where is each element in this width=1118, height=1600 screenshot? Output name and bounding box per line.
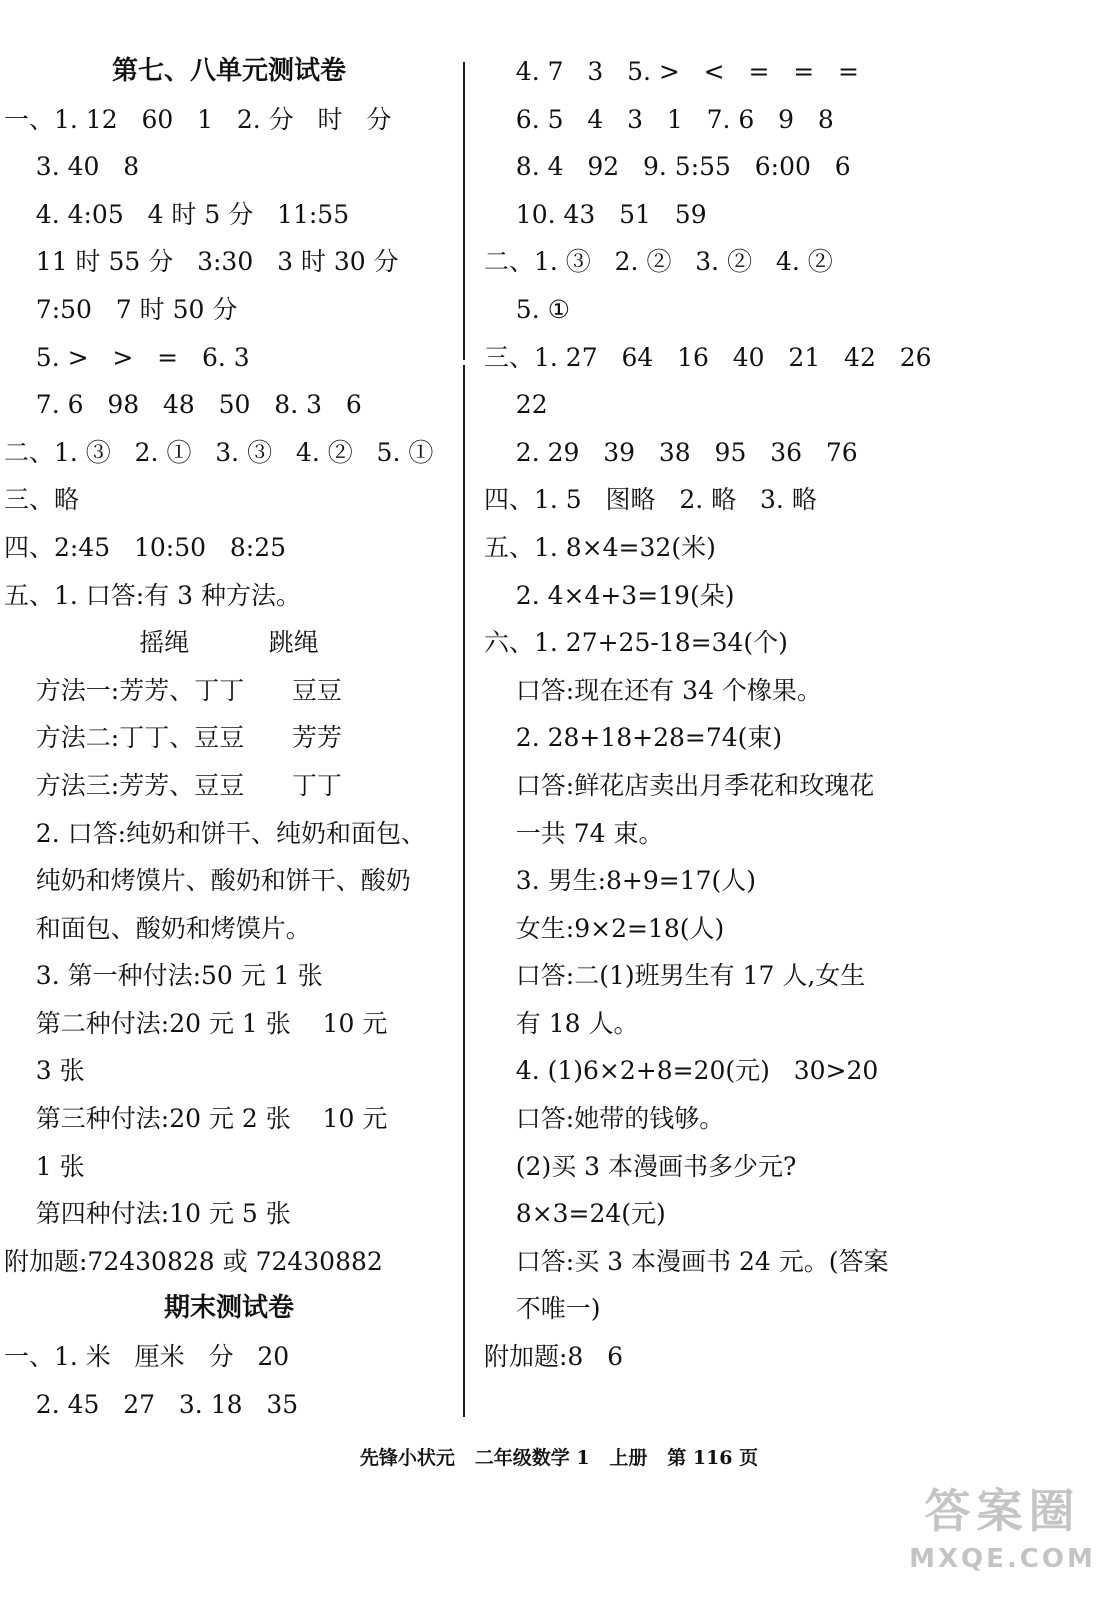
answer-line: 和面包、酸奶和烤馍片。 — [4, 913, 311, 943]
answer-line: 方法二:丁丁、豆豆 芳芳 — [4, 723, 342, 753]
answer-line: 5. ① — [484, 294, 570, 324]
watermark-site-text: MXQE.COM — [909, 1544, 1096, 1574]
column-divider-top — [463, 62, 465, 360]
answer-line: 方法三:芳芳、豆豆 丁丁 — [4, 770, 342, 800]
answer-line: 8×3=24(元) — [484, 1199, 666, 1229]
section-heading: 第七、八单元测试卷 — [111, 56, 346, 86]
watermark-main-text: 答案圈 — [924, 1484, 1081, 1538]
answer-line: 1 张 — [4, 1151, 85, 1181]
answer-line: 五、1. 8×4=32(米) — [484, 532, 716, 562]
answer-line: 4. 7 3 5. > < = = = — [484, 57, 859, 86]
answer-line: 一、1. 12 60 1 2. 分 时 分 — [4, 104, 392, 134]
answer-line: 11 时 55 分 3:30 3 时 30 分 — [4, 247, 399, 277]
answer-line: 六、1. 27+25-18=34(个) — [484, 628, 788, 658]
answer-line: 8. 4 92 9. 5:55 6:00 6 — [484, 152, 851, 182]
answer-line: 第四种付法:10 元 5 张 — [4, 1199, 291, 1229]
answer-line: 二、1. ③ 2. ② 3. ② 4. ② — [484, 247, 833, 277]
answer-line: 3 张 — [4, 1056, 85, 1086]
answer-line: 10. 43 51 59 — [484, 199, 707, 229]
answer-line: 2. 4×4+3=19(朵) — [484, 580, 735, 610]
answer-line: 五、1. 口答:有 3 种方法。 — [4, 580, 302, 610]
answer-line: 22 — [484, 390, 548, 420]
answer-line: 2. 28+18+28=74(束) — [484, 723, 783, 753]
answer-line: 有 18 人。 — [484, 1008, 639, 1038]
answer-line: 四、2:45 10:50 8:25 — [4, 532, 287, 562]
answer-line: 口答:现在还有 34 个橡果。 — [484, 675, 822, 705]
answer-line: 一、1. 米 厘米 分 20 — [4, 1342, 290, 1372]
answer-line: 不唯一) — [484, 1294, 601, 1324]
answer-line: 附加题:72430828 或 72430882 — [4, 1246, 383, 1276]
answer-line: 女生:9×2=18(人) — [484, 913, 725, 943]
left-column — [4, 48, 454, 1428]
answer-line: 口答:鲜花店卖出月季花和玫瑰花 — [484, 770, 875, 800]
answer-line: 2. 口答:纯奶和饼干、纯奶和面包、 — [4, 818, 427, 848]
answer-line: 4. 4:05 4 时 5 分 11:55 — [4, 199, 350, 229]
right-column — [484, 48, 1104, 1381]
answer-line: 摇绳 跳绳 — [139, 628, 319, 658]
answer-line: 方法一:芳芳、丁丁 豆豆 — [4, 675, 342, 705]
answer-line: 二、1. ③ 2. ① 3. ③ 4. ② 5. ① — [4, 437, 434, 467]
answer-line: 5. > > = 6. 3 — [4, 342, 250, 372]
section-heading: 期末测试卷 — [163, 1293, 294, 1324]
page-footer: 先锋小状元 二年级数学 1 上册 第 116 页 — [359, 1447, 759, 1469]
answer-line: 口答:买 3 本漫画书 24 元。(答案 — [484, 1246, 889, 1276]
answer-line: 2. 29 39 38 95 36 76 — [484, 437, 858, 467]
answer-line: 三、1. 27 64 16 40 21 42 26 — [484, 342, 932, 372]
answer-line: (2)买 3 本漫画书多少元? — [484, 1151, 797, 1181]
answer-line: 第二种付法:20 元 1 张 10 元 — [4, 1008, 388, 1038]
answer-line: 3. 40 8 — [4, 152, 140, 182]
column-divider-bottom — [463, 365, 465, 1417]
answer-line: 三、略 — [4, 485, 80, 515]
answer-line: 纯奶和烤馍片、酸奶和饼干、酸奶 — [4, 866, 411, 896]
answer-line: 一共 74 束。 — [484, 818, 664, 848]
answer-line: 3. 男生:8+9=17(人) — [484, 866, 757, 896]
answer-line: 7. 6 98 48 50 8. 3 6 — [4, 390, 362, 420]
watermark-logo — [895, 1480, 1110, 1590]
answer-line: 4. (1)6×2+8=20(元) 30>20 — [484, 1056, 879, 1086]
answer-line: 3. 第一种付法:50 元 1 张 — [4, 961, 323, 991]
answer-line: 附加题:8 6 — [484, 1342, 624, 1372]
answer-line: 2. 45 27 3. 18 35 — [4, 1389, 299, 1419]
answer-line: 7:50 7 时 50 分 — [4, 294, 238, 324]
answer-line: 口答:她带的钱够。 — [484, 1104, 725, 1134]
answer-line: 6. 5 4 3 1 7. 6 9 8 — [484, 104, 834, 134]
answer-line: 四、1. 5 图略 2. 略 3. 略 — [484, 485, 817, 515]
answer-line: 第三种付法:20 元 2 张 10 元 — [4, 1104, 388, 1134]
answer-line: 口答:二(1)班男生有 17 人,女生 — [484, 961, 866, 991]
